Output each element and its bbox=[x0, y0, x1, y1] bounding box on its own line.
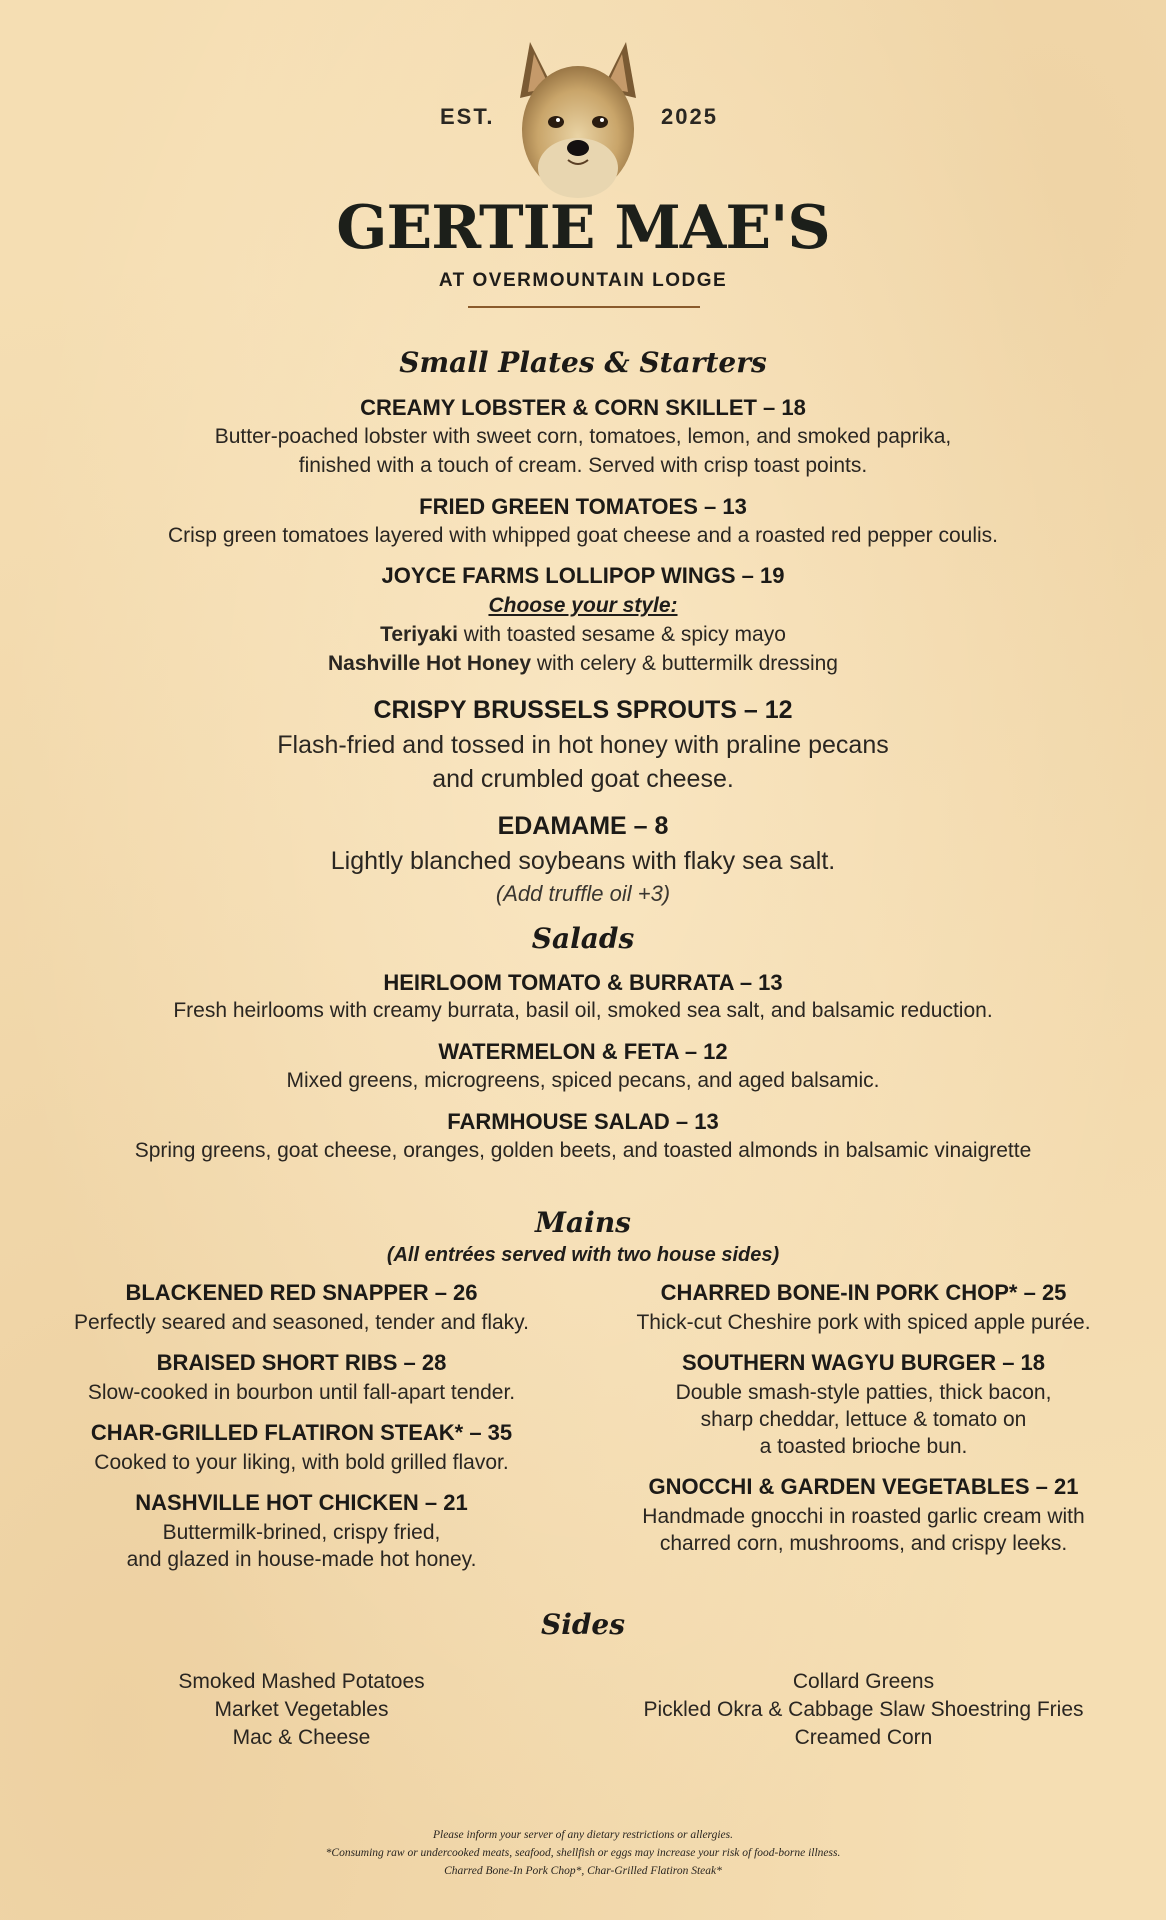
menu-item-description: Butter-poached lobster with sweet corn, tomatoes, lemon, and smoked paprika, bbox=[214, 425, 952, 448]
menu-item-description: Handmade gnocchi in roasted garlic cream with bbox=[642, 1505, 1085, 1528]
menu-item-title: BLACKENED RED SNAPPER – 26 bbox=[125, 1280, 478, 1305]
option-name: Teriyaki bbox=[380, 623, 458, 646]
menu-item-title: NASHVILLE HOT CHICKEN – 21 bbox=[135, 1490, 468, 1515]
choose-style-label: Choose your style: bbox=[488, 594, 678, 617]
menu-item-title: GNOCCHI & GARDEN VEGETABLES – 21 bbox=[648, 1474, 1079, 1499]
menu-item-description: Lightly blanched soybeans with flaky sea salt. bbox=[330, 847, 836, 875]
menu-item-title: JOYCE FARMS LOLLIPOP WINGS – 19 bbox=[381, 563, 785, 588]
side-item: Creamed Corn bbox=[794, 1726, 933, 1749]
menu-item-description: Flash-fried and tossed in hot honey with praline pecans bbox=[277, 731, 889, 759]
est-year: 2025 bbox=[661, 104, 718, 129]
wing-style-option bbox=[0, 652, 1166, 676]
section-heading-salads: Salads bbox=[531, 922, 635, 955]
menu-item-description: finished with a touch of cream. Served with crisp toast points. bbox=[298, 454, 868, 477]
menu-item-description: a toasted brioche bun. bbox=[759, 1435, 968, 1458]
menu-item-description: charred corn, mushrooms, and crispy leeks. bbox=[659, 1532, 1068, 1555]
mains-note: (All entrées served with two house sides) bbox=[386, 1244, 780, 1266]
menu-item-description: Crisp green tomatoes layered with whipped goat cheese and a roasted red pepper coulis. bbox=[167, 524, 998, 547]
menu-item-title: CRISPY BRUSSELS SPROUTS – 12 bbox=[373, 696, 793, 724]
side-item: Collard Greens bbox=[792, 1670, 935, 1693]
menu-item-description: Slow-cooked in bourbon until fall-apart tender. bbox=[87, 1381, 516, 1404]
menu-item-description: Cooked to your liking, with bold grilled flavor. bbox=[94, 1451, 509, 1474]
menu-item-description: Buttermilk-brined, crispy fried, bbox=[162, 1521, 441, 1544]
menu-item-note: (Add truffle oil +3) bbox=[495, 881, 671, 906]
wing-style-option bbox=[0, 623, 1166, 647]
menu-item-title: HEIRLOOM TOMATO & BURRATA – 13 bbox=[383, 970, 783, 995]
menu-item-title: CREAMY LOBSTER & CORN SKILLET – 18 bbox=[360, 395, 806, 420]
menu-item-title: FARMHOUSE SALAD – 13 bbox=[447, 1109, 719, 1134]
menu-item-description: and glazed in house-made hot honey. bbox=[126, 1548, 477, 1571]
option-description: with toasted sesame & spicy mayo bbox=[457, 623, 786, 646]
section-heading-small-plates: Small Plates & Starters bbox=[399, 346, 767, 379]
menu-item-description: Thick-cut Cheshire pork with spiced apple purée. bbox=[636, 1311, 1091, 1334]
menu-item-title: CHARRED BONE-IN PORK CHOP* – 25 bbox=[660, 1280, 1067, 1305]
menu-item-title: SOUTHERN WAGYU BURGER – 18 bbox=[681, 1350, 1046, 1375]
section-heading-mains: Mains bbox=[535, 1206, 631, 1239]
menu-item-title: EDAMAME – 8 bbox=[497, 812, 669, 840]
menu-item-description: Perfectly seared and seasoned, tender and flaky. bbox=[74, 1311, 529, 1334]
est-label: EST. bbox=[440, 104, 495, 129]
sides-right-column bbox=[572, 1670, 1155, 1750]
mains-right-column bbox=[572, 1280, 1155, 1556]
menu-item-description: Fresh heirlooms with creamy burrata, basil oil, smoked sea salt, and balsamic reduction. bbox=[173, 999, 993, 1022]
footer-allergy-note: Please inform your server of any dietary restrictions or allergies. bbox=[432, 1829, 734, 1841]
mains-left-column bbox=[10, 1280, 593, 1572]
menu-item-description: Mixed greens, microgreens, spiced pecans, and aged balsamic. bbox=[286, 1069, 880, 1092]
menu-item-title: WATERMELON & FETA – 12 bbox=[438, 1039, 728, 1064]
footer-consumption-warning: *Consuming raw or undercooked meats, seafood, shellfish or eggs may increase your risk of food-borne illness. bbox=[325, 1847, 841, 1859]
side-item: Pickled Okra & Cabbage Slaw Shoestring Fries bbox=[643, 1698, 1084, 1721]
menu-item-description: Spring greens, goat cheese, oranges, golden beets, and toasted almonds in balsamic vinaigrette bbox=[134, 1139, 1032, 1162]
option-name: Nashville Hot Honey bbox=[327, 652, 532, 675]
side-item: Mac & Cheese bbox=[232, 1726, 371, 1749]
menu-item-description: sharp cheddar, lettuce & tomato on bbox=[700, 1408, 1027, 1431]
menu-item-title: BRAISED SHORT RIBS – 28 bbox=[156, 1350, 447, 1375]
terrier-dog-logo-icon bbox=[508, 38, 648, 200]
side-item: Market Vegetables bbox=[214, 1698, 389, 1721]
side-item: Smoked Mashed Potatoes bbox=[178, 1670, 425, 1693]
restaurant-subtitle: AT OVERMOUNTAIN LODGE bbox=[438, 270, 728, 291]
header-divider bbox=[468, 306, 700, 308]
option-description: with celery & buttermilk dressing bbox=[531, 652, 838, 675]
section-heading-sides: Sides bbox=[540, 1608, 625, 1641]
menu-item-title: FRIED GREEN TOMATOES – 13 bbox=[419, 494, 747, 519]
sides-left-column bbox=[10, 1670, 593, 1750]
menu-item-description: and crumbled goat cheese. bbox=[432, 765, 734, 793]
restaurant-name: GERTIE MAE'S bbox=[336, 193, 830, 263]
menu-item-description: Double smash-style patties, thick bacon, bbox=[675, 1381, 1052, 1404]
menu-item-title: CHAR-GRILLED FLATIRON STEAK* – 35 bbox=[90, 1420, 513, 1445]
footer-affected-items: Charred Bone-In Pork Chop*, Char-Grilled Flatiron Steak* bbox=[444, 1865, 722, 1877]
